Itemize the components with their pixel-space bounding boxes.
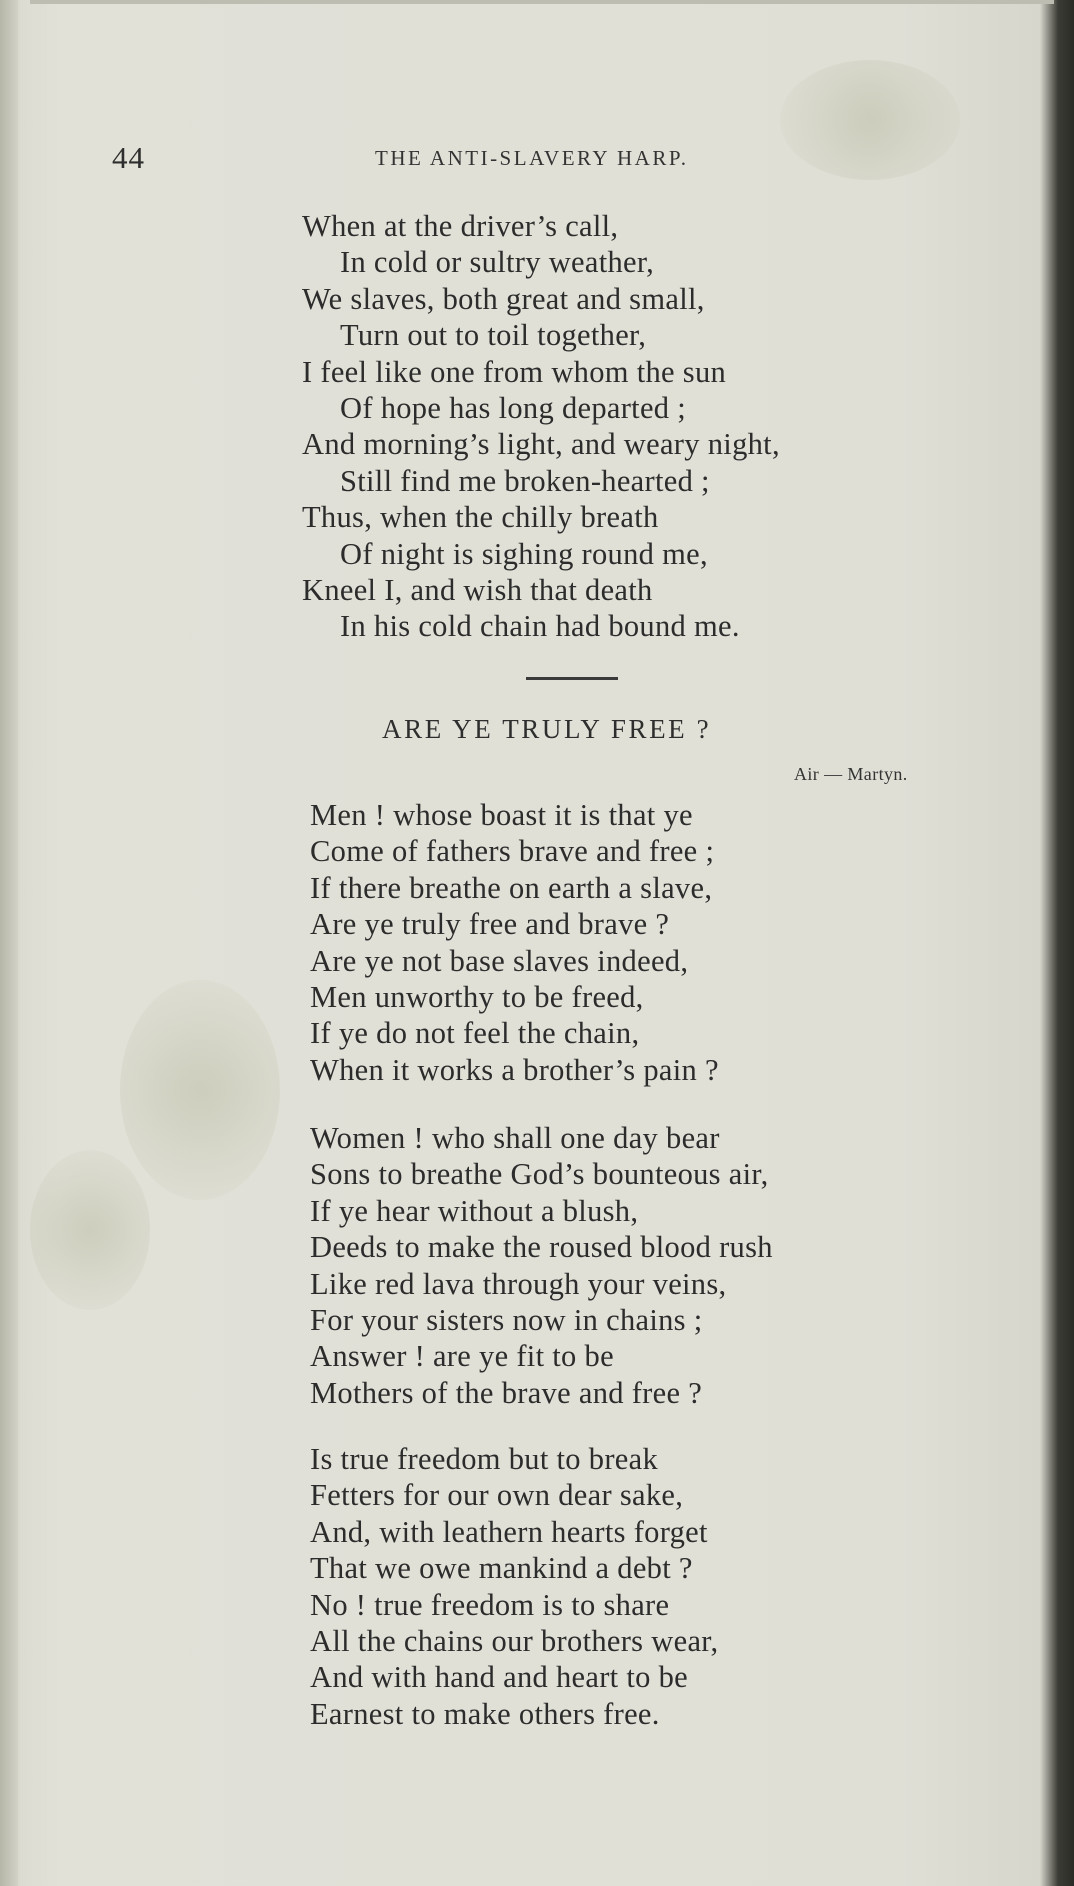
verse-line: Mothers of the brave and free ? [310, 1375, 703, 1410]
verse-line: If there breathe on earth a slave, [310, 870, 713, 905]
running-title: THE ANTI-SLAVERY HARP. [375, 146, 689, 170]
verse-line: No ! true freedom is to share [310, 1587, 670, 1622]
verse-line: Women ! who shall one day bear [310, 1121, 720, 1155]
verse-line: Answer ! are ye fit to be [310, 1339, 614, 1374]
verse-line: I feel like one from whom the sun [302, 354, 727, 389]
verse-line: And with hand and heart to be [310, 1660, 688, 1695]
verse-line: Earnest to make others free. [310, 1696, 660, 1731]
section-divider [526, 677, 618, 680]
page-number: 44 [112, 140, 145, 175]
verse-line: Kneel I, and wish that death [302, 573, 653, 608]
verse-line: If ye hear without a blush, [310, 1193, 639, 1228]
verse-line: Thus, when the chilly breath [302, 500, 659, 535]
page-header [0, 140, 1074, 180]
verse-line: Are ye truly free and brave ? [310, 907, 670, 942]
verse-line: Are ye not base slaves indeed, [310, 943, 689, 978]
verse-line: That we owe mankind a debt ? [310, 1551, 693, 1586]
verse-line: Fetters for our own dear sake, [310, 1478, 684, 1513]
verse-line: Sons to breathe God’s bounteous air, [310, 1157, 769, 1192]
verse-line: When it works a brother’s pain ? [310, 1052, 719, 1087]
page-gutter [0, 0, 18, 1886]
verse-line: Deeds to make the roused blood rush [310, 1230, 773, 1265]
air-credit: Air — Martyn. [794, 764, 908, 784]
verse-line: Of hope has long departed ; [340, 391, 687, 426]
verse-line: For your sisters now in chains ; [310, 1303, 703, 1338]
verse-line: In his cold chain had bound me. [340, 609, 740, 644]
verse-line: If ye do not feel the chain, [310, 1016, 640, 1051]
song-title: ARE YE TRULY FREE ? [382, 714, 712, 744]
verse-line: In cold or sultry weather, [340, 245, 655, 280]
verse-line: Turn out to toil together, [340, 318, 647, 353]
stanza [310, 1120, 773, 1411]
verse-line: Is true freedom but to break [310, 1442, 659, 1476]
verse-line: And morning’s light, and weary night, [302, 427, 780, 462]
stanza [310, 797, 719, 1088]
verse-line: Come of fathers brave and free ; [310, 834, 715, 869]
paper-stain [120, 980, 280, 1200]
verse-line: Of night is sighing round me, [340, 536, 708, 571]
page-top-edge [30, 0, 1054, 4]
verse-line: And, with leathern hearts forget [310, 1514, 708, 1549]
verse-line: We slaves, both great and small, [302, 281, 705, 316]
verse-line: Men unworthy to be freed, [310, 980, 644, 1015]
verse-line: Still find me broken-hearted ; [340, 463, 710, 498]
poem-continuation [302, 208, 780, 645]
verse-line: Like red lava through your veins, [310, 1266, 727, 1301]
stanza [310, 1441, 718, 1732]
verse-line: All the chains our brothers wear, [310, 1624, 719, 1659]
verse-line: When at the driver’s call, [302, 209, 619, 243]
verse-line: Men ! whose boast it is that ye [310, 798, 693, 832]
paper-stain [30, 1150, 150, 1310]
